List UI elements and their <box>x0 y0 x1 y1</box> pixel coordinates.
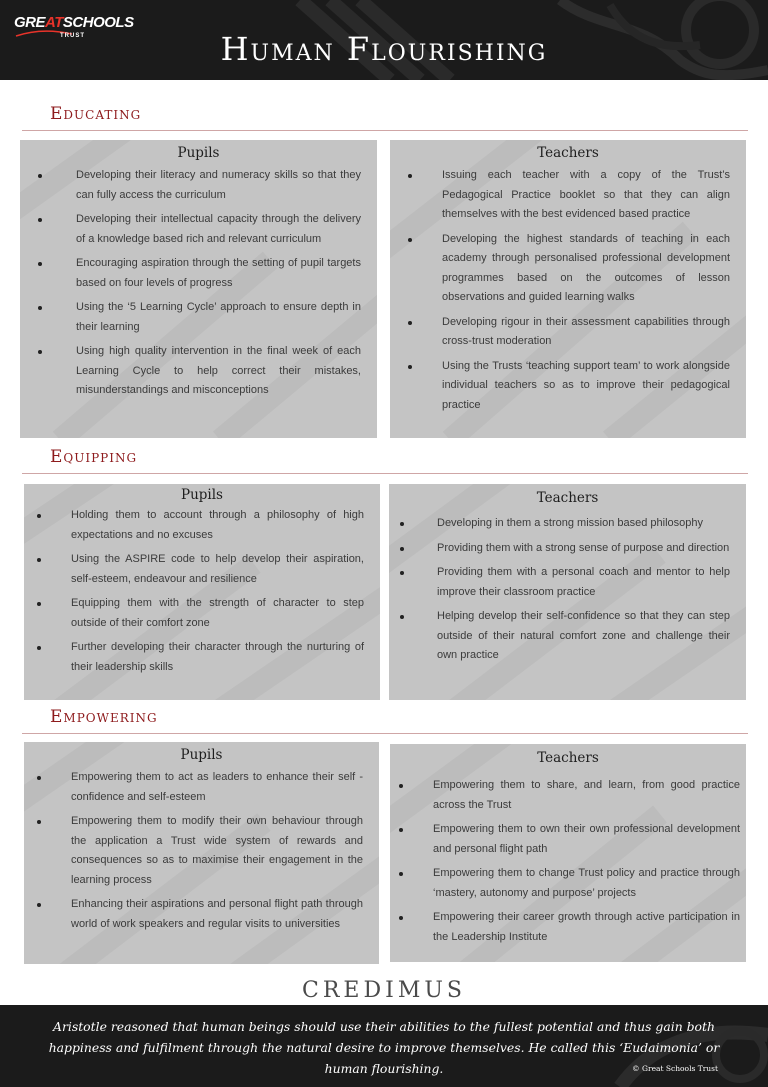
list-item: Holding them to account through a philosophy of high expectations and no excuses <box>71 506 364 545</box>
bullet-icon <box>399 828 403 832</box>
bullet-icon <box>400 571 404 575</box>
bullet-list <box>390 772 746 947</box>
bullet-icon <box>399 872 403 876</box>
list-item: Providing them with a personal coach and mentor to help improve their classroom practice <box>437 563 730 602</box>
list-item: Empowering them to modify their own behaviour through the application a Trust wide system of rewards and consequences so as to maximise their engagement in the learning process <box>71 812 363 890</box>
equipping-teachers-panel <box>389 484 746 700</box>
bullet-list <box>390 166 746 415</box>
bullet-icon <box>37 514 41 518</box>
bullet-icon <box>400 615 404 619</box>
panel-heading: Pupils <box>180 747 223 763</box>
bullet-icon <box>408 238 412 242</box>
list-item: Empowering their career growth through active participation in the Leadership Institute <box>433 908 740 947</box>
list-item: Using high quality intervention in the final week of each Learning Cycle to help correct their mistakes, misunderstandings and misconceptions <box>76 342 361 401</box>
bullet-icon <box>37 646 41 650</box>
list-item: Empowering them to act as leaders to enhance their self -confidence and self-esteem <box>71 768 363 807</box>
logo-wordmark: GREATSCHOOLS <box>14 14 134 31</box>
bullet-icon <box>37 903 41 907</box>
educating-teachers-panel <box>390 140 746 438</box>
list-item: Issuing each teacher with a copy of the Trust’s Pedagogical Practice booklet so that they can align themselves with the best evidenced based practice <box>442 166 730 225</box>
bullet-icon <box>37 776 41 780</box>
list-item: Empowering them to own their own professional development and personal flight path <box>433 820 740 859</box>
bullet-icon <box>400 522 404 526</box>
aristotle-quote: Aristotle reasoned that human beings should use their abilities to the fullest potential and thus gain both happiness and fulfilment through the natural desire to improve themselves. He called this ‘Eudaimonia’ or human flourishing. <box>48 1019 720 1076</box>
section-title-educating: Educating <box>50 104 142 124</box>
list-item: Developing their literacy and numeracy skills so that they can fully access the curriculum <box>76 166 361 205</box>
list-item: Helping develop their self-confidence so that they can step outside of their natural comfort zone and challenge their own practice <box>437 607 730 666</box>
panel-heading: Teachers <box>536 490 599 506</box>
list-item: Empowering them to change Trust policy and practice through ‘mastery, autonomy and purpose’ projects <box>433 864 740 903</box>
section-divider <box>22 473 748 474</box>
list-item: Enhancing their aspirations and personal flight path through world of work speakers and regular visits to universities <box>71 895 363 934</box>
bullet-icon <box>38 350 42 354</box>
page-header <box>0 0 768 80</box>
bullet-list <box>24 768 379 934</box>
section-divider <box>22 733 748 734</box>
list-item: Using the ‘5 Learning Cycle’ approach to ensure depth in their learning <box>76 298 361 337</box>
list-item: Developing in them a strong mission based philosophy <box>437 514 730 534</box>
section-title-equipping: Equipping <box>50 447 138 467</box>
section-title-empowering: Empowering <box>50 707 158 727</box>
list-item: Encouraging aspiration through the setting of pupil targets based on four levels of progress <box>76 254 361 293</box>
list-item: Providing them with a strong sense of purpose and direction <box>437 539 730 559</box>
list-item: Developing rigour in their assessment capabilities through cross-trust moderation <box>442 313 730 352</box>
bullet-icon <box>408 321 412 325</box>
bullet-icon <box>399 916 403 920</box>
bullet-icon <box>400 547 404 551</box>
empowering-pupils-panel <box>24 742 379 964</box>
page-title: Human Flourishing <box>220 30 548 68</box>
bullet-list <box>20 166 377 401</box>
bullet-list <box>24 506 380 677</box>
list-item: Using the ASPIRE code to help develop their aspiration, self-esteem, endeavour and resilience <box>71 550 364 589</box>
bullet-icon <box>38 262 42 266</box>
panel-heading: Pupils <box>177 145 220 161</box>
bullet-icon <box>38 174 42 178</box>
bullet-icon <box>37 602 41 606</box>
logo-subtitle: TRUST <box>60 33 85 39</box>
bullet-icon <box>37 820 41 824</box>
bullet-list <box>389 512 746 666</box>
bullet-icon <box>37 558 41 562</box>
panel-heading: Pupils <box>181 487 223 503</box>
list-item: Equipping them with the strength of character to step outside of their comfort zone <box>71 594 364 633</box>
panel-heading: Teachers <box>537 750 599 766</box>
bullet-icon <box>408 174 412 178</box>
bullet-icon <box>399 784 403 788</box>
section-divider <box>22 130 748 131</box>
panel-heading: Teachers <box>537 145 599 161</box>
educating-pupils-panel <box>20 140 377 438</box>
list-item: Using the Trusts ‘teaching support team’ to work alongside individual teachers so as to improve their pedagogical practice <box>442 357 730 416</box>
list-item: Developing their intellectual capacity through the delivery of a knowledge based rich and relevant curriculum <box>76 210 361 249</box>
equipping-pupils-panel <box>24 484 380 700</box>
copyright-notice: © Great Schools Trust <box>632 1064 718 1073</box>
list-item: Empowering them to share, and learn, from good practice across the Trust <box>433 776 740 815</box>
list-item: Further developing their character through the nurturing of their leadership skills <box>71 638 364 677</box>
bullet-icon <box>38 306 42 310</box>
bullet-icon <box>38 218 42 222</box>
page-footer <box>0 1005 768 1087</box>
motto: CREDIMUS <box>302 978 466 1003</box>
empowering-teachers-panel <box>390 744 746 962</box>
bullet-icon <box>408 365 412 369</box>
list-item: Developing the highest standards of teaching in each academy through personalised professional development programmes based on the outcomes of lesson observations and guided learning walks <box>442 230 730 308</box>
